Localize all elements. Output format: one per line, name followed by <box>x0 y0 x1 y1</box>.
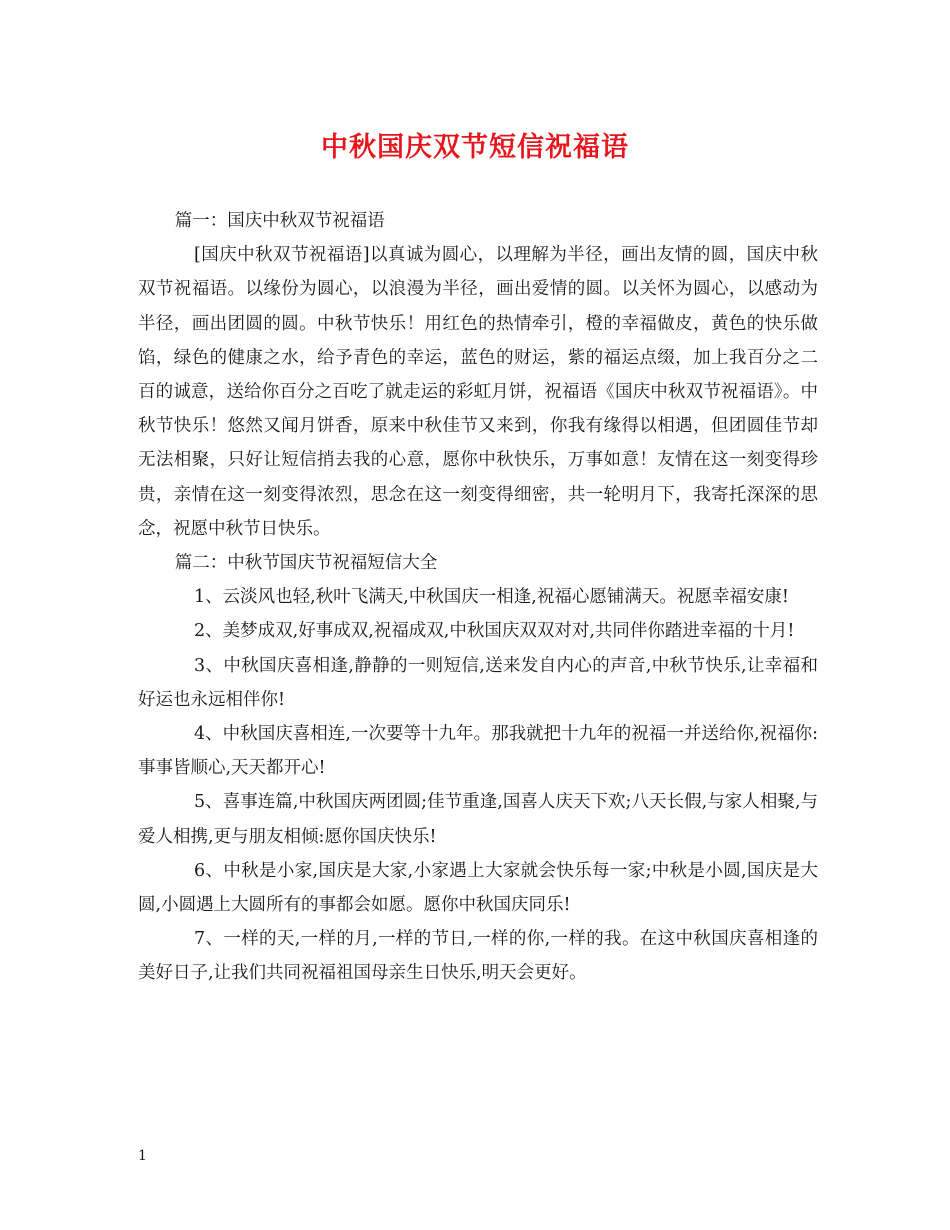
list-item-6: 6、中秋是小家,国庆是大家,小家遇上大家就会快乐每一家;中秋是小圆,国庆是大圆,小圆遇上大圆所有的事都会如愿。愿你中秋国庆同乐! <box>138 860 818 916</box>
list-item-1: 1、云淡风也轻,秋叶飞满天,中秋国庆一相逢,祝福心愿铺满天。祝愿幸福安康! <box>194 587 789 608</box>
page-number: 1 <box>138 1148 147 1164</box>
list-item-5: 5、喜事连篇,中秋国庆两团圆;佳节重逢,国喜人庆天下欢;八天长假,与家人相聚,与爱人相携,更与朋友相倾:愿你国庆快乐! <box>138 792 818 847</box>
section-1-paragraph: [国庆中秋双节祝福语]以真诚为圆心，以理解为半径，画出友情的圆，国庆中秋双节祝福语。以缘份为圆心，以浪漫为半径，画出爱情的圆。以关怀为圆心，以感动为半径，画出团圆的圆。中秋节快乐！用红色的热情牵引，橙的幸福做皮，黄色的快乐做馅，绿色的健康之水，给予青色的幸运，蓝色的财运，紫的福运点缀，加上我百分之二百的诚意，送给你百分之百吃了就走运的彩虹月饼，祝福语《国庆中秋双节祝福语》。中秋节快乐！悠然又闻月饼香，原来中秋佳节又来到，你我有缘得以相遇，但团圆佳节却无法相聚，只好让短信捎去我的心意，愿你中秋快乐，万事如意！友情在这一刻变得珍贵，亲情在这一刻变得浓烈，思念在这一刻变得细密，共一轮明月下，我寄托深深的思念，祝愿中秋节日快乐。 <box>138 245 818 539</box>
list-item-4: 4、中秋国庆喜相连,一次要等十九年。那我就把十九年的祝福一并送给你,祝福你:事事皆顺心,天天都开心! <box>138 724 818 779</box>
list-item-2: 2、美梦成双,好事成双,祝福成双,中秋国庆双双对对,共同伴你踏进幸福的十月! <box>194 621 795 642</box>
document-title: 中秋国庆双节短信祝福语 <box>321 132 629 163</box>
section-heading-2: 篇二：中秋节国庆节祝福短信大全 <box>174 553 438 574</box>
document-body <box>138 204 818 991</box>
section-heading-1: 篇一：国庆中秋双节祝福语 <box>174 211 385 231</box>
list-item-7: 7、一样的天,一样的月,一样的节日,一样的你,一样的我。在这中秋国庆喜相逢的美好日子,让我们共同祝福祖国母亲生日快乐,明天会更好。 <box>138 929 818 984</box>
list-item-3: 3、中秋国庆喜相逢,静静的一则短信,送来发自内心的声音,中秋节快乐,让幸福和好运也永远相伴你! <box>138 655 818 710</box>
